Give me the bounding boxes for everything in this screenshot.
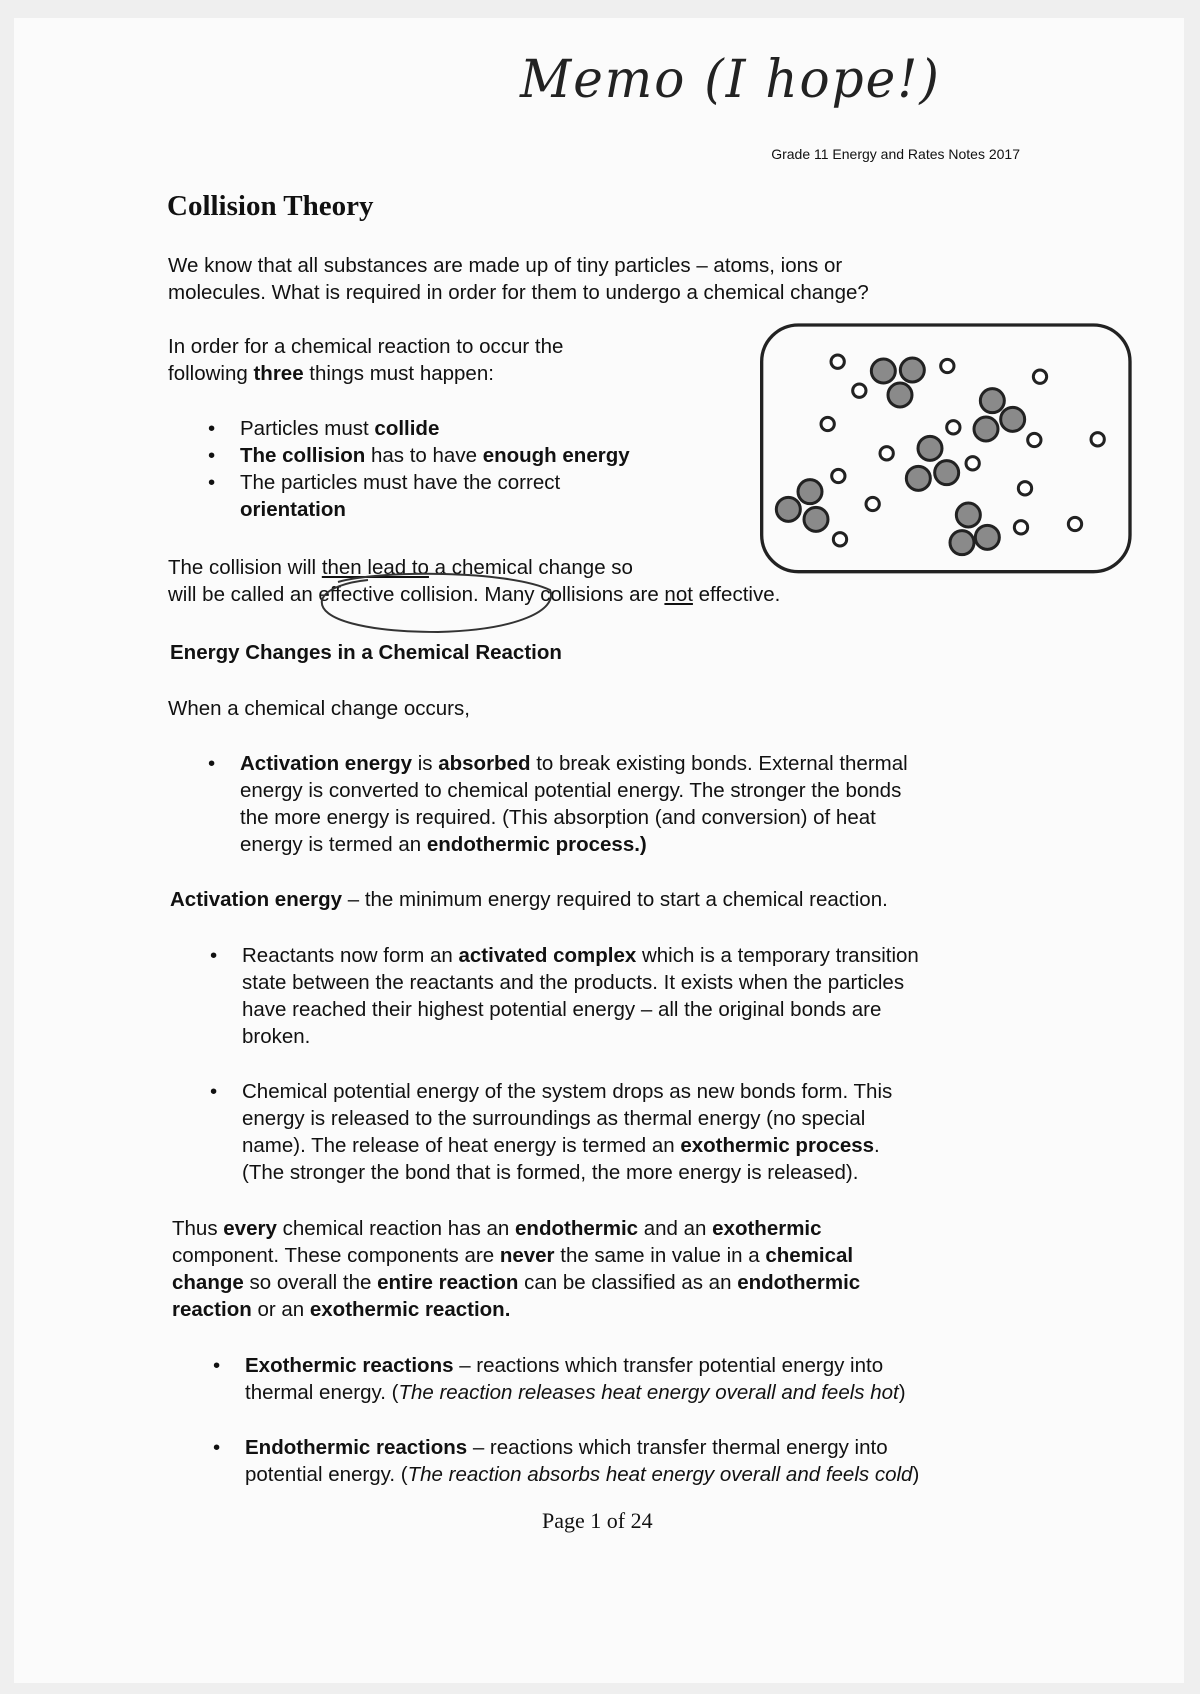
activation-definition: [170, 886, 888, 913]
text-segment: a chemical change so: [428, 556, 633, 579]
text-line: [168, 360, 563, 387]
single-atom: [833, 533, 846, 546]
conditions-intro: [168, 333, 563, 387]
text-segment: and an: [638, 1217, 713, 1240]
molecule-atom: [1001, 407, 1025, 431]
text-segment: to break existing bonds. External thermal: [530, 752, 908, 775]
text-segment: things must happen:: [303, 362, 494, 385]
text-segment: or an: [251, 1298, 310, 1321]
text-segment: will be called an effective collision. Many collisions are: [168, 583, 665, 606]
text-segment: endothermic: [515, 1217, 639, 1240]
molecule-atom: [906, 466, 930, 490]
text-segment: We know that all substances are made up of tiny particles – atoms, ions or: [168, 254, 843, 277]
text-segment: enough energy: [482, 444, 630, 467]
single-atom: [1014, 521, 1027, 534]
thus-paragraph: [172, 1215, 860, 1323]
text-line: [240, 442, 630, 469]
text-segment: The collision: [240, 444, 366, 467]
molecule-atom: [776, 497, 800, 521]
handwritten-note: Memo (I hope!): [520, 48, 941, 110]
document-header: Grade 11 Energy and Rates Notes 2017: [771, 146, 1020, 162]
text-segment: component. These components are: [172, 1244, 500, 1267]
text-segment: exothermic process: [680, 1134, 875, 1157]
text-segment: potential energy. (: [245, 1463, 408, 1486]
text-segment: has to have: [365, 444, 483, 467]
intro-paragraph: [168, 252, 869, 306]
molecule-atom: [974, 417, 998, 441]
text-segment: ): [912, 1463, 920, 1486]
text-segment: every: [223, 1217, 277, 1240]
molecule-atom: [956, 503, 980, 527]
text-line: [172, 1296, 860, 1323]
bullet-item: [240, 442, 630, 469]
text-segment: so overall the: [243, 1271, 378, 1294]
text-line: [240, 415, 630, 442]
text-segment: reaction: [172, 1298, 252, 1321]
text-line: [242, 1078, 919, 1105]
single-atom: [1028, 433, 1041, 446]
single-atom: [947, 421, 960, 434]
text-line: [168, 252, 869, 279]
text-segment: effective.: [692, 583, 781, 606]
text-line: [240, 496, 630, 523]
text-segment: Activation energy: [170, 888, 343, 911]
text-segment: have reached their highest potential energy – all the original bonds are: [242, 998, 882, 1021]
text-segment: three: [253, 362, 304, 385]
text-line: [242, 1023, 919, 1050]
bullet-item: [245, 1352, 919, 1406]
text-segment: not: [664, 583, 693, 606]
single-atom: [853, 384, 866, 397]
text-segment: following: [168, 362, 254, 385]
text-line: [242, 942, 919, 969]
text-line: [172, 1269, 860, 1296]
text-segment: is: [412, 752, 439, 775]
text-segment: broken.: [242, 1025, 311, 1048]
text-segment: (The stronger the bond that is formed, the more energy is released).: [242, 1161, 859, 1184]
text-segment: – the minimum energy required to start a chemical reaction.: [342, 888, 888, 911]
absorption-list: [240, 750, 908, 858]
single-atom: [880, 447, 893, 460]
text-segment: orientation: [240, 498, 346, 521]
complex-list: [242, 942, 919, 1186]
text-segment: Reactants now form an: [242, 944, 459, 967]
text-line: [242, 1159, 919, 1186]
bullet-item: [240, 469, 630, 523]
bullet-item: [242, 1078, 919, 1186]
text-segment: energy is released to the surroundings as thermal energy (no special: [242, 1107, 866, 1130]
text-line: [172, 1215, 860, 1242]
section-heading: Energy Changes in a Chemical Reaction: [170, 641, 562, 664]
text-line: [245, 1352, 919, 1379]
text-line: [168, 695, 470, 722]
particle-diagram: [750, 310, 1150, 580]
conditions-list: [240, 415, 630, 523]
molecule-atom: [935, 461, 959, 485]
text-segment: endothermic: [737, 1271, 861, 1294]
text-line: [242, 1132, 919, 1159]
single-atom: [821, 417, 834, 430]
text-segment: The particles must have the correct: [240, 471, 561, 494]
text-line: [168, 279, 869, 306]
single-atom: [1018, 482, 1031, 495]
when-paragraph: [168, 695, 470, 722]
text-segment: which is a temporary transition: [636, 944, 919, 967]
text-segment: can be classified as an: [518, 1271, 738, 1294]
bullet-item: [245, 1434, 919, 1488]
bullet-item: [242, 942, 919, 1050]
text-line: [245, 1461, 919, 1488]
text-segment: The collision will: [168, 556, 322, 579]
text-segment: The reaction releases heat energy overall and feels hot: [398, 1381, 899, 1404]
text-segment: Activation energy: [240, 752, 413, 775]
text-line: [172, 1242, 860, 1269]
text-segment: the more energy is required. (This absorption (and conversion) of heat: [240, 806, 876, 829]
text-segment: When a chemical change occurs,: [168, 697, 470, 720]
text-segment: exothermic: [712, 1217, 822, 1240]
text-segment: Endothermic reactions: [245, 1436, 468, 1459]
page-number: Page 1 of 24: [542, 1508, 653, 1533]
text-segment: ): [898, 1381, 906, 1404]
text-segment: never: [499, 1244, 555, 1267]
single-atom: [831, 355, 844, 368]
text-segment: Particles must: [240, 417, 375, 440]
text-segment: Thus: [172, 1217, 224, 1240]
text-line: [240, 777, 908, 804]
text-segment: – reactions which transfer potential energy into: [453, 1354, 884, 1377]
molecule-atom: [888, 383, 912, 407]
single-atom: [966, 457, 979, 470]
text-segment: chemical reaction has an: [276, 1217, 516, 1240]
text-segment: collide: [374, 417, 440, 440]
reaction-types-list: [245, 1352, 919, 1488]
text-segment: absorbed: [438, 752, 531, 775]
molecule-atom: [900, 358, 924, 382]
molecule-atom: [871, 359, 895, 383]
text-segment: molecules. What is required in order for them to undergo a chemical change?: [168, 281, 869, 304]
text-segment: change: [172, 1271, 244, 1294]
molecule-atom: [918, 436, 942, 460]
single-atom: [1068, 517, 1081, 530]
text-segment: endothermic process.): [426, 833, 647, 856]
text-segment: energy is termed an: [240, 833, 427, 856]
text-segment: state between the reactants and the products. It exists when the particles: [242, 971, 905, 994]
text-segment: chemical: [765, 1244, 854, 1267]
text-line: [242, 1105, 919, 1132]
page-title: Collision Theory: [167, 190, 374, 222]
text-line: [240, 804, 908, 831]
text-line: [245, 1434, 919, 1461]
text-line: [168, 333, 563, 360]
text-line: [242, 969, 919, 996]
text-line: [240, 750, 908, 777]
text-segment: the same in value in a: [554, 1244, 766, 1267]
bullet-item: [240, 750, 908, 858]
text-segment: exothermic reaction.: [309, 1298, 511, 1321]
text-line: [242, 996, 919, 1023]
molecule-atom: [975, 525, 999, 549]
single-atom: [941, 359, 954, 372]
text-segment: The reaction absorbs heat energy overall and feels cold: [407, 1463, 913, 1486]
single-atom: [1091, 433, 1104, 446]
text-segment: thermal energy. (: [245, 1381, 399, 1404]
text-segment: activated complex: [458, 944, 637, 967]
molecule-atom: [980, 389, 1004, 413]
handwritten-circle: [318, 570, 558, 636]
text-line: [240, 831, 908, 858]
text-line: [170, 886, 888, 913]
text-segment: name). The release of heat energy is termed an: [242, 1134, 681, 1157]
bullet-item: [240, 415, 630, 442]
text-segment: entire reaction: [377, 1271, 519, 1294]
single-atom: [832, 469, 845, 482]
molecule-atom: [950, 531, 974, 555]
text-segment: Exothermic reactions: [245, 1354, 454, 1377]
single-atom: [1033, 370, 1046, 383]
molecule-atom: [798, 480, 822, 504]
text-segment: – reactions which transfer thermal energy into: [467, 1436, 888, 1459]
molecule-atom: [804, 507, 828, 531]
text-segment: Chemical potential energy of the system drops as new bonds form. This: [242, 1080, 893, 1103]
single-atom: [866, 497, 879, 510]
text-segment: In order for a chemical reaction to occur the: [168, 335, 564, 358]
text-line: [240, 469, 630, 496]
text-segment: energy is converted to chemical potential energy. The stronger the bonds: [240, 779, 902, 802]
text-line: [245, 1379, 919, 1406]
text-segment: .: [874, 1134, 880, 1157]
text-segment: then lead to: [321, 556, 429, 579]
